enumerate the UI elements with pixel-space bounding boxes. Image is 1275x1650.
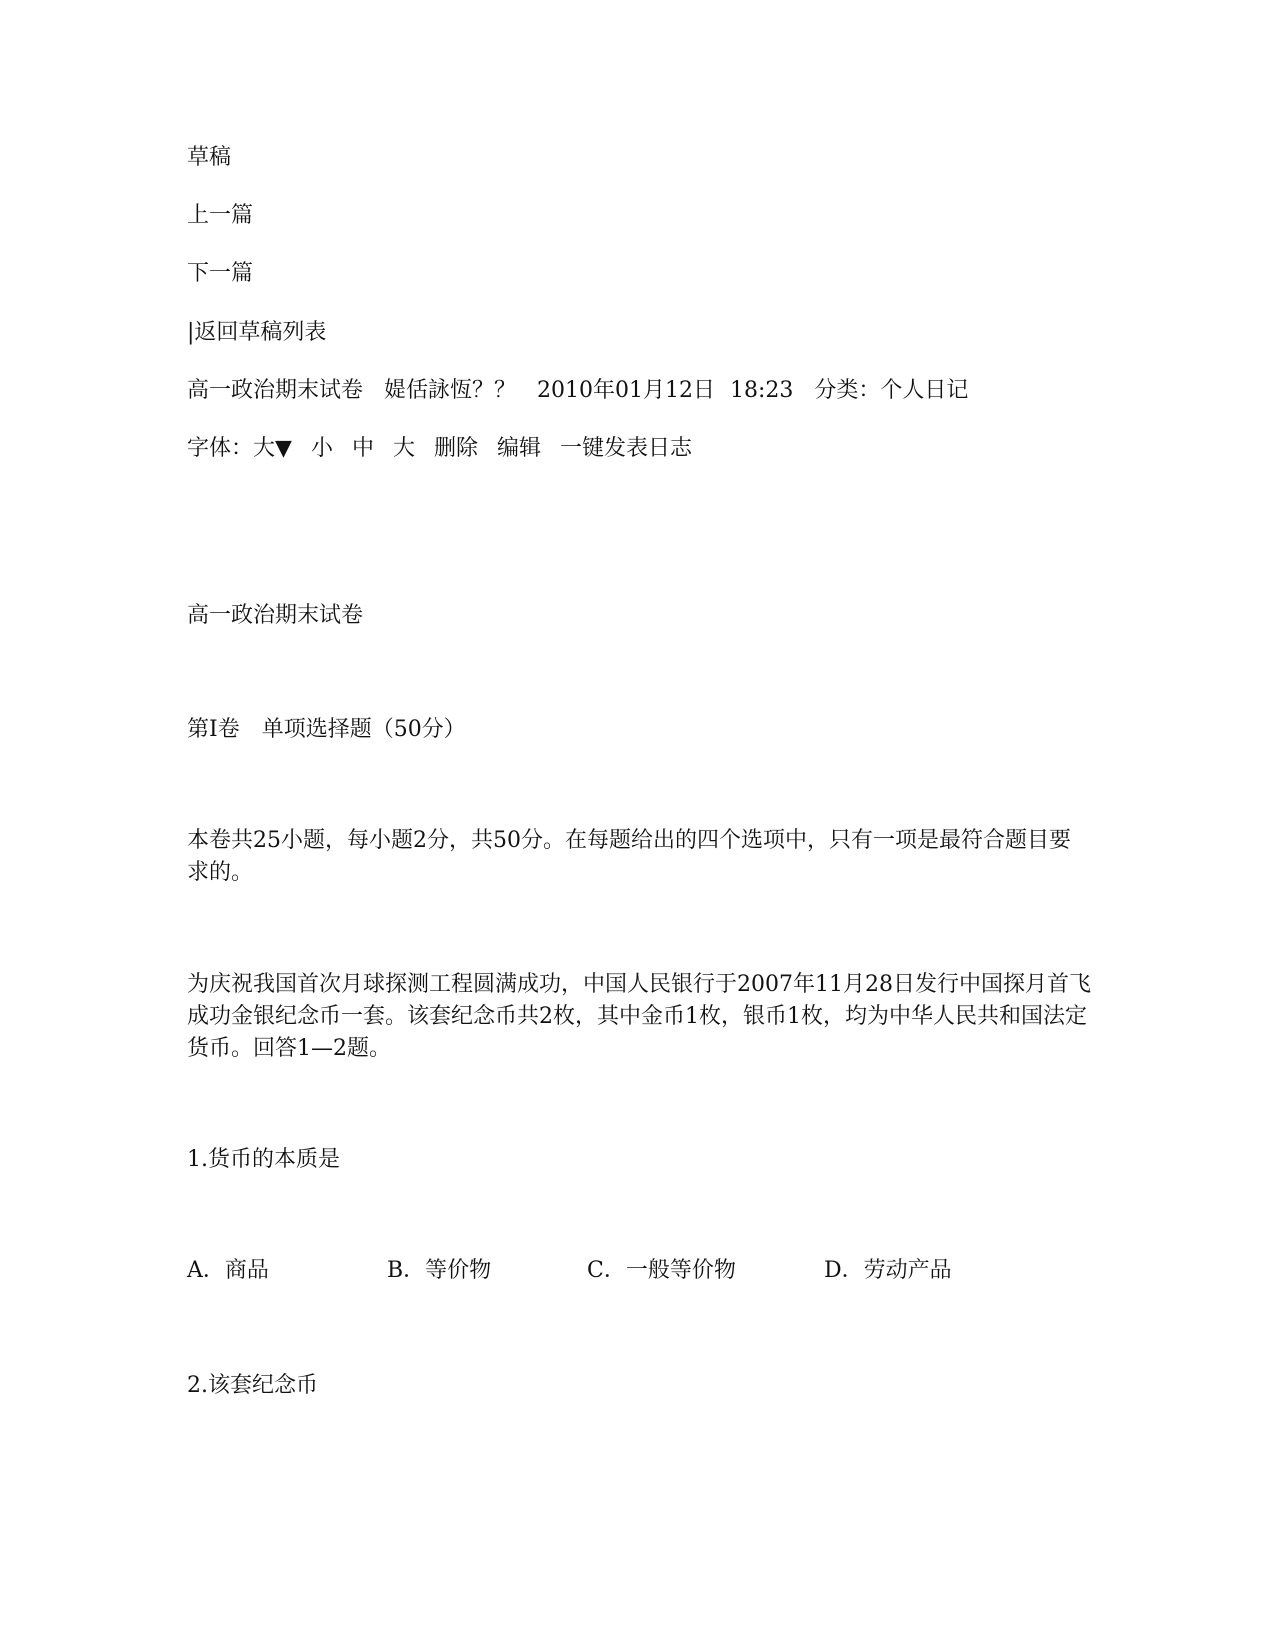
delete-button[interactable]: 删除 (433, 436, 478, 461)
back-to-draft-list-link[interactable]: |返回草稿列表 (187, 320, 327, 345)
content-heading: 高一政治期末试卷 (187, 603, 364, 628)
question-1-option-c: C．一般等价物 (587, 1258, 736, 1283)
prev-post-link[interactable]: 上一篇 (187, 203, 254, 228)
question-1-option-b: B．等价物 (387, 1258, 492, 1283)
font-size-medium-button[interactable]: 中 (351, 436, 374, 461)
question-1-option-d: D．劳动产品 (824, 1258, 952, 1283)
post-garbled-text: 媞佸詠恆？？ (384, 378, 517, 403)
draft-label: 草稿 (187, 145, 232, 170)
post-category: 分类：个人日记 (814, 378, 969, 403)
passage-paragraph: 为庆祝我国首次月球探测工程圆满成功，中国人民银行于2007年11月28日发行中国探月首飞成功金银纪念币一套。该套纪念币共2枚，其中金币1枚，银币1枚，均为中华人民共和国法定货币。回答1—2题。 (187, 972, 1091, 1061)
edit-button[interactable]: 编辑 (497, 436, 542, 461)
font-label: 字体： (187, 436, 254, 461)
section-title: 第Ⅰ卷 单项选择题（50分） (187, 717, 466, 742)
question-1-stem: 1.货币的本质是 (187, 1147, 340, 1172)
post-meta (187, 375, 982, 407)
post-toolbar (187, 433, 704, 465)
font-size-large-button[interactable]: 大 (392, 436, 415, 461)
question-1-options (187, 1255, 1092, 1287)
next-post-link[interactable]: 下一篇 (187, 261, 254, 286)
post-title: 高一政治期末试卷 (187, 378, 364, 403)
post-time: 18:23 (730, 378, 794, 403)
instructions-paragraph: 本卷共25小题，每小题2分，共50分。在每题给出的四个选项中，只有一项是最符合题目要求的。 (187, 828, 1071, 885)
post-date: 2010年01月12日 (537, 378, 716, 403)
font-size-small-button[interactable]: 小 (310, 436, 333, 461)
question-2-stem: 2.该套纪念币 (187, 1373, 318, 1398)
font-size-dropdown[interactable]: 大▼ (253, 436, 292, 461)
publish-button[interactable]: 一键发表日志 (560, 436, 693, 461)
question-1-option-a: A．商品 (187, 1258, 269, 1283)
